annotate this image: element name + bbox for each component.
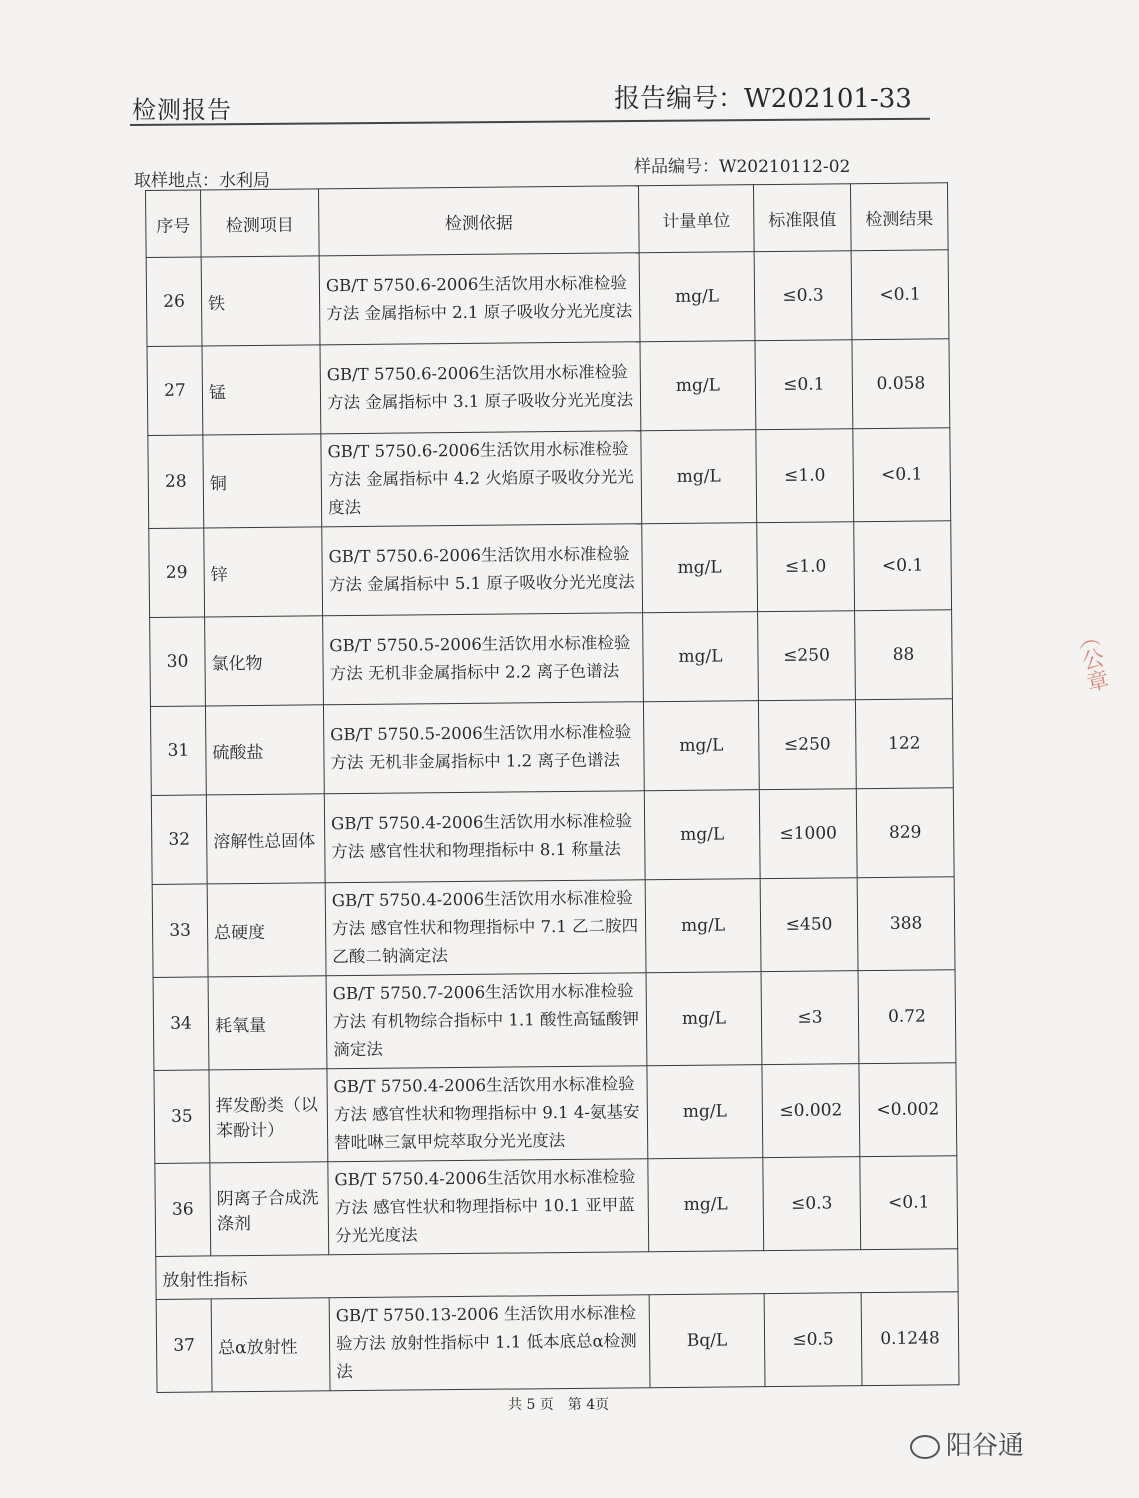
cell-item: 铜 [203, 434, 322, 528]
cell-limit: ≤1000 [759, 789, 857, 879]
cell-result: 88 [855, 610, 953, 700]
sampling-location: 取样地点：水利局 [134, 171, 270, 191]
table-row [146, 250, 949, 347]
section-label: 放射性指标 [156, 1249, 958, 1300]
cell-unit: mg/L [640, 341, 756, 431]
table-row [150, 699, 953, 796]
cell-result: 122 [855, 699, 953, 789]
cell-item: 锰 [202, 345, 321, 435]
cell-limit: ≤3 [761, 971, 859, 1065]
col-header-basis: 检测依据 [318, 186, 639, 256]
cell-item: 阴离子合成洗涤剂 [210, 1162, 329, 1256]
header-divider [130, 118, 930, 126]
cell-no: 31 [150, 706, 206, 796]
cell-result: <0.002 [859, 1063, 957, 1157]
section-row [156, 1249, 958, 1300]
cell-unit: mg/L [646, 972, 762, 1066]
col-header-unit: 计量单位 [638, 185, 754, 253]
cell-basis: GB/T 5750.5-2006生活饮用水标准检验方法 无机非金属指标中 2.2 离子色谱法 [323, 613, 644, 705]
cell-no: 32 [151, 795, 207, 885]
cell-no: 36 [155, 1163, 211, 1257]
cell-unit: mg/L [645, 879, 761, 973]
report-title: 检测报告 [132, 96, 232, 124]
cell-result: 829 [856, 788, 954, 878]
cell-no: 26 [146, 257, 202, 347]
cell-basis: GB/T 5750.7-2006生活饮用水标准检验方法 有机物综合指标中 1.1 酸性高锰酸钾滴定法 [326, 973, 647, 1069]
watermark [910, 1425, 1024, 1462]
cell-no: 33 [152, 884, 208, 978]
table-row [151, 788, 954, 885]
cell-item: 铁 [201, 256, 320, 346]
col-header-limit: 标准限值 [753, 184, 851, 252]
cell-no: 30 [150, 617, 206, 707]
report-number: 报告编号：W202101-33 [614, 84, 912, 114]
table-header-row [146, 183, 949, 258]
cell-unit: mg/L [648, 1158, 764, 1252]
cell-item: 耗氧量 [208, 976, 327, 1070]
cell-basis: GB/T 5750.6-2006生活饮用水标准检验方法 金属指标中 4.2 火焰原子吸收分光光度法 [321, 431, 642, 527]
cell-result: 0.1248 [861, 1292, 959, 1386]
cell-limit: ≤0.1 [755, 340, 853, 430]
chat-bubble-icon [910, 1435, 940, 1459]
cell-limit: ≤1.0 [756, 429, 854, 523]
sample-number: 样品编号：W20210112-02 [634, 157, 851, 177]
cell-unit: mg/L [647, 1065, 763, 1159]
cell-limit: ≤0.002 [762, 1064, 860, 1158]
cell-result: 388 [857, 877, 955, 971]
cell-limit: ≤250 [758, 700, 856, 790]
cell-basis: GB/T 5750.5-2006生活饮用水标准检验方法 无机非金属指标中 1.2 离子色谱法 [323, 702, 644, 794]
cell-unit: mg/L [642, 523, 758, 613]
cell-no: 37 [156, 1299, 212, 1393]
cell-item: 挥发酚类（以苯酚计） [209, 1069, 328, 1163]
cell-unit: mg/L [641, 430, 757, 524]
cell-result: <0.1 [854, 521, 952, 611]
cell-limit: ≤0.3 [754, 251, 852, 341]
cell-item: 氯化物 [205, 616, 324, 706]
table-row [153, 970, 956, 1071]
cell-result: 0.72 [858, 970, 956, 1064]
cell-limit: ≤250 [758, 611, 856, 701]
cell-unit: mg/L [639, 252, 755, 342]
cell-no: 27 [147, 346, 203, 436]
watermark-text: 阳谷通 [946, 1431, 1025, 1461]
cell-unit: mg/L [643, 701, 759, 791]
col-header-item: 检测项目 [201, 189, 320, 257]
cell-item: 硫酸盐 [205, 705, 324, 795]
cell-limit: ≤450 [760, 878, 858, 972]
cell-item: 锌 [204, 527, 323, 617]
results-table-wrapper [145, 182, 987, 1393]
cell-result: <0.1 [853, 428, 951, 522]
table-row [150, 610, 953, 707]
cell-no: 28 [148, 435, 204, 529]
cell-item: 溶解性总固体 [206, 794, 325, 884]
table-row [147, 339, 950, 436]
cell-limit: ≤1.0 [757, 522, 855, 612]
red-stamp-mark: （公章 [1071, 624, 1111, 695]
cell-result: 0.058 [852, 339, 950, 429]
table-row [148, 428, 951, 529]
cell-basis: GB/T 5750.4-2006生活饮用水标准检验方法 感官性状和物理指标中 9.1 4-氨基安替吡啉三氯甲烷萃取分光光度法 [327, 1066, 648, 1162]
cell-result: <0.1 [851, 250, 949, 340]
cell-limit: ≤0.3 [763, 1157, 861, 1251]
table-row [154, 1063, 957, 1164]
page-counter: 共 5 页 第 4页 [508, 1397, 610, 1413]
cell-basis: GB/T 5750.4-2006生活饮用水标准检验方法 感官性状和物理指标中 8.1 称量法 [324, 791, 645, 883]
cell-basis: GB/T 5750.4-2006生活饮用水标准检验方法 感官性状和物理指标中 10.1 亚甲蓝分光光度法 [328, 1159, 649, 1255]
cell-basis: GB/T 5750.4-2006生活饮用水标准检验方法 感官性状和物理指标中 7.1 乙二胺四乙酸二钠滴定法 [325, 880, 646, 976]
cell-unit: mg/L [643, 612, 759, 702]
cell-basis: GB/T 5750.13-2006 生活饮用水标准检验方法 放射性指标中 1.1 低本底总α检测法 [329, 1295, 650, 1391]
table-row [152, 877, 955, 978]
table-row [155, 1156, 958, 1257]
cell-result: <0.1 [860, 1156, 958, 1250]
cell-no: 35 [154, 1070, 210, 1164]
cell-unit: Bq/L [649, 1294, 765, 1388]
results-table [145, 182, 960, 1393]
cell-no: 34 [153, 977, 209, 1071]
cell-basis: GB/T 5750.6-2006生活饮用水标准检验方法 金属指标中 2.1 原子吸收分光光度法 [319, 253, 640, 345]
table-row [156, 1292, 959, 1393]
table-row [149, 521, 952, 618]
cell-unit: mg/L [644, 790, 760, 880]
table-body [146, 250, 959, 1393]
col-header-result: 检测结果 [850, 183, 948, 251]
cell-limit: ≤0.5 [764, 1293, 862, 1387]
cell-item: 总α放射性 [211, 1298, 330, 1392]
col-header-no: 序号 [146, 190, 202, 258]
cell-basis: GB/T 5750.6-2006生活饮用水标准检验方法 金属指标中 3.1 原子吸收分光光度法 [320, 342, 641, 434]
cell-basis: GB/T 5750.6-2006生活饮用水标准检验方法 金属指标中 5.1 原子吸收分光光度法 [322, 524, 643, 616]
cell-no: 29 [149, 528, 205, 618]
cell-item: 总硬度 [207, 883, 326, 977]
